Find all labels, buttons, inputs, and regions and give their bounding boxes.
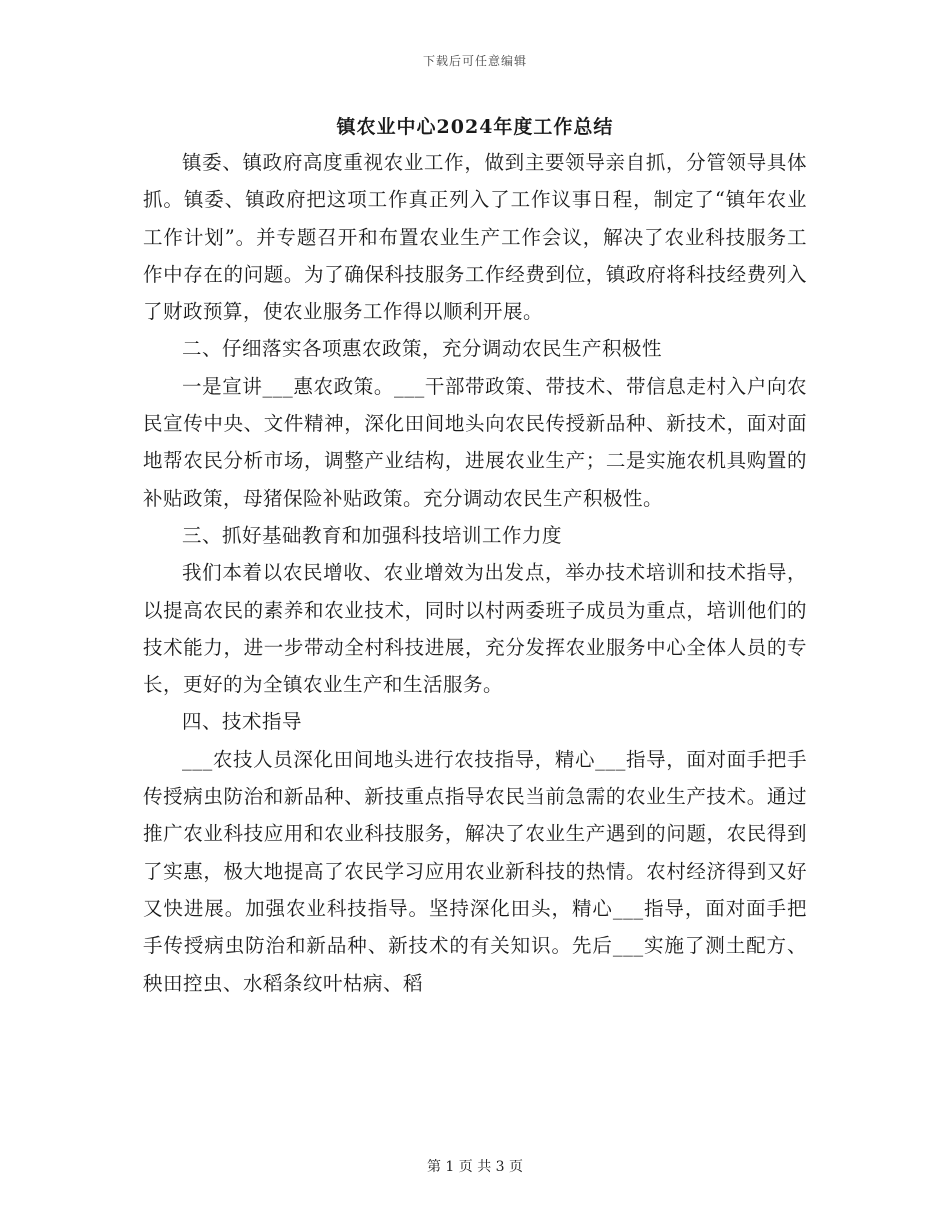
page-footer: 第 1 页 共 3 页 <box>426 1159 524 1175</box>
paragraph-policy: 一是宣讲___惠农政策。___干部带政策、带技术、带信息走村入户向农民宣传中央、文件精神，深化田间地头向农民传授新品种、新技术，面对面地帮农民分析市场，调整产业结构，进展农业生产；二是实施农机具购置的补贴政策，母猪保险补贴政策。充分调动农民生产积极性。 <box>143 374 807 510</box>
section-heading-2: 二、仔细落实各项惠农政策，充分调动农民生产积极性 <box>182 337 663 361</box>
paragraph-guidance: ___农技人员深化田间地头进行农技指导，精心___指导，面对面手把手传授病虫防治和新品种、新技重点指导农民当前急需的农业生产技术。通过推广农业科技应用和农业科技服务，解决了农业生产遇到的问题，农民得到了实惠，极大地提高了农民学习应用农业新科技的热情。农村经济得到又好又快进展。加强农业科技指导。坚持深化田头，精心___指导，面对面手把手传授病虫防治和新品种、新技术的有关知识。先后___实施了测土配方、秧田控虫、水稻条纹叶枯病、稻 <box>143 747 807 995</box>
document-title: 镇农业中心2024年度工作总结 <box>336 116 614 138</box>
paragraph-training: 我们本着以农民增收、农业增效为出发点，举办技术培训和技术指导，以提高农民的素养和农业技术，同时以村两委班子成员为重点，培训他们的技术能力，进一步带动全村科技进展，充分发挥农业服务中心全体人员的专长，更好的为全镇农业生产和生活服务。 <box>143 561 807 697</box>
paragraph-intro: 镇委、镇政府高度重视农业工作，做到主要领导亲自抓，分管领导具体抓。镇委、镇政府把这项工作真正列入了工作议事日程，制定了“镇年农业工作计划”。并专题召开和布置农业生产工作会议，解决了农业科技服务工作中存在的问题。为了确保科技服务工作经费到位，镇政府将科技经费列入了财政预算，使农业服务工作得以顺利开展。 <box>143 151 807 324</box>
document-body <box>143 144 807 1002</box>
section-heading-3: 三、抓好基础教育和加强科技培训工作力度 <box>182 523 563 547</box>
header-note: 下载后可任意编辑 <box>422 54 527 68</box>
section-heading-4: 四、技术指导 <box>182 710 303 734</box>
